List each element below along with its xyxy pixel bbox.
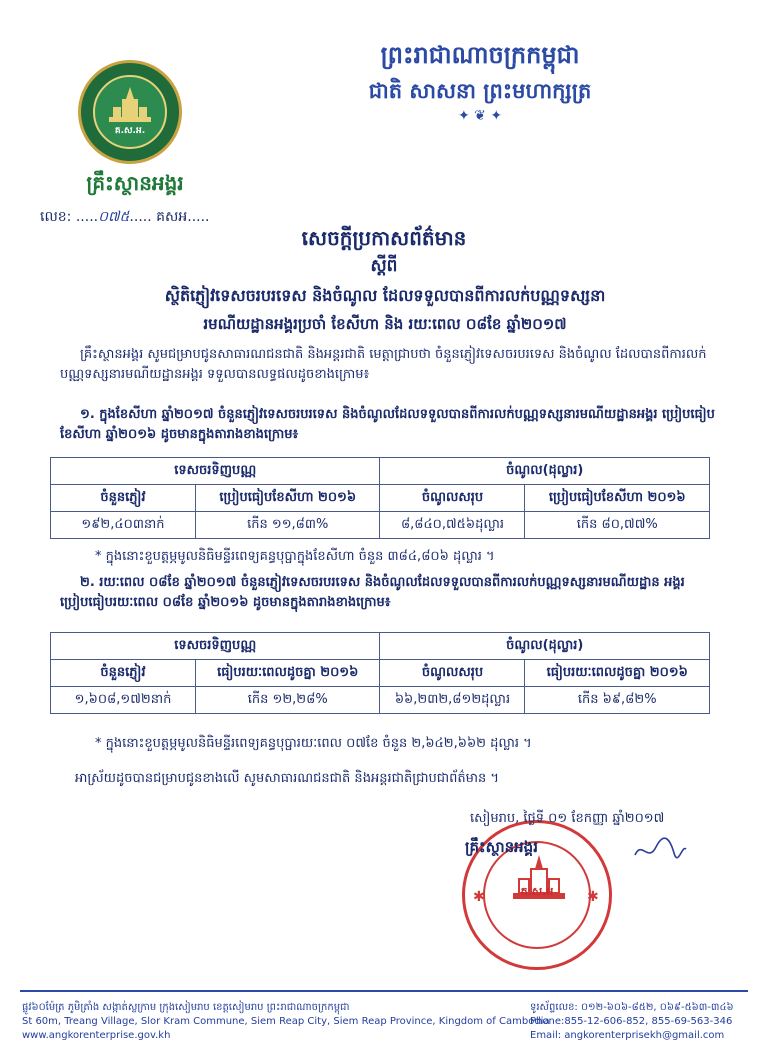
table1-revenue-change: កើន ៨០,៧៧% <box>525 512 710 539</box>
seal-center-text: គ.ស.អ <box>520 885 554 898</box>
table2-col-revenue: ចំណូលសរុប <box>380 660 525 687</box>
footer-phone-km: ទូរស័ព្ទលេខ: ០១២-៦០៦-៨៥២, ០៦៩-៥៦៣-៣៤៦ <box>530 1002 734 1013</box>
table2-revenue-value: ៦៦,២៣២,៨១២ដុល្លារ <box>380 687 525 714</box>
signature-icon <box>630 835 690 865</box>
seal-star-icon: ✱ <box>587 889 599 905</box>
table1-visitors-change: កើន ១១,៨៣% <box>195 512 380 539</box>
table-row <box>51 512 710 539</box>
table2-col-visitors-compare: ធៀបរយៈពេលដូចគ្នា ២០១៦ <box>195 660 380 687</box>
footer-email: Email: angkorenterprisekh@gmail.com <box>530 1030 725 1041</box>
ref-prefix: លេខ: <box>40 209 72 225</box>
table2-visitors-change: កើន ១២,២៨% <box>195 687 380 714</box>
ref-number: ០៧៥ <box>98 209 130 225</box>
section-2-text: ២. រយៈពេល ០៨ខែ ឆ្នាំ២០១៧ ចំនួនភ្ញៀវទេសចរបរទេស និងចំណូលដែលទទួលបានពីការលក់បណ្ណទស្សនារមណីយដ្ឋាន អង្គរ ប្រៀបធៀបរយៈពេល ០៨ខែ ឆ្នាំ២០១៦ ដូចមានក្នុងតារាងខាងក្រោម៖ <box>60 575 685 610</box>
logo-abbreviation: គ.ស.អ. <box>114 126 146 136</box>
date-line: សៀមរាប, ថ្ងៃទី ០១ ខែកញ្ញា ឆ្នាំ២០១៧ <box>470 811 665 826</box>
subject-line-1: ស្ថិតិភ្ញៀវទេសចរបរទេស និងចំណូល ដែលទទួលបានពីការលក់បណ្ណទស្សនា <box>164 286 606 305</box>
organization-logo <box>78 60 182 164</box>
footer-address-km: ផ្លូវ៦០ម៉ែត្រ ភូមិត្រាំង សង្កាត់ស្លក្រាម ក្រុងសៀមរាប ខេត្តសៀមរាប ព្រះរាជាណាចក្រកម្ពុជា <box>22 1002 350 1013</box>
note-2: * ក្នុងនោះខួបត្តម្ភមូលនិធិមន្ទីរពេទ្យគន្ធបុប្ផារយៈពេល ០៧ខែ ចំនួន ២,៦៤២,៦៦២ ដុល្លារ ។ <box>95 736 532 751</box>
table2-group-revenue: ចំណូល(ដុល្លារ) <box>380 633 710 660</box>
note-1: * ក្នុងនោះខួបត្តម្ភមូលនិធិមន្ទីរពេទ្យគន្ធបុប្ផាក្នុងខែសីហា ចំនួន ៣៨៤,៨០៦ ដុល្លារ ។ <box>95 549 495 564</box>
table1-group-revenue: ចំណូល(ដុល្លារ) <box>380 458 710 485</box>
table1-col-visitors: ចំនួនភ្ញៀវ <box>51 485 196 512</box>
table2-col-visitors: ចំនួនភ្ញៀវ <box>51 660 196 687</box>
document-title: សេចក្តីប្រកាសព័ត៌មាន <box>301 226 467 250</box>
table1-visitors-value: ១៩២,៤០៣នាក់ <box>51 512 196 539</box>
ref-suffix: គសអ..... <box>156 209 210 225</box>
reference-number: លេខ: .....០៧៥..... គសអ..... <box>40 209 210 225</box>
table1-col-visitors-compare: ប្រៀបធៀបខែសីហា ២០១៦ <box>195 485 380 512</box>
table2-revenue-change: កើន ៦៩,៨២% <box>525 687 710 714</box>
table1-revenue-value: ៨,៨៤០,៧៥៦ដុល្លារ <box>380 512 525 539</box>
intro-paragraph: គ្រឹះស្ថានអង្គរ សូមជម្រាបជូនសាធារណជនជាតិ និងអន្តរជាតិ មេត្តាជ្រាបថា ចំនួនភ្ញៀវទេសចរបរទេស និងចំណូល ដែលបានពីការលក់បណ្ណទស្សនារមណីយដ្ឋានអង្គរ ទទួលបានលទ្ធផលដូចខាងក្រោម៖ <box>60 347 707 382</box>
document-about: ស្តីពី <box>370 256 398 276</box>
motto-ornament: ✦ ❦ ✦ <box>457 108 503 124</box>
table2-visitors-value: ១,៦០៨,១៧២នាក់ <box>51 687 196 714</box>
logo-emblem <box>93 75 167 149</box>
organization-name: គ្រឹះស្ថានអង្គរ <box>86 171 184 195</box>
footer-address-en: St 60m, Treang Village, Slor Kram Commune, Siem Reap City, Siem Reap Province, Kingdom of Cambodia <box>22 1016 550 1027</box>
section-1-text: ១. ក្នុងខែសីហា ឆ្នាំ២០១៧ ចំនួនភ្ញៀវទេសចរបរទេស និងចំណូលដែលទទួលបានពីការលក់បណ្ណទស្សនារមណីយដ្ឋានអង្គរ ប្រៀបធៀប ខែសីហា ឆ្នាំ២០១៦ ដូចមានក្នុងតារាងខាងក្រោម៖ <box>60 407 715 442</box>
footer-phone-en: Phone:855-12-606-852, 855-69-563-346 <box>530 1016 733 1027</box>
national-motto: ជាតិ សាសនា ព្រះមហាក្សត្រ <box>368 79 592 103</box>
seal-star-icon: ✱ <box>473 889 485 905</box>
closing-statement: អាស្រ័យដូចបានជម្រាបជូនខាងលើ សូមសាធារណជនជាតិ និងអន្តរជាតិជ្រាបជាព័ត៌មាន ។ <box>75 771 499 786</box>
table-august <box>50 457 710 539</box>
table1-col-revenue: ចំណូលសរុប <box>380 485 525 512</box>
kingdom-heading: ព្រះរាជាណាចក្រកម្ពុជា <box>380 41 580 69</box>
table2-col-revenue-compare: ធៀបរយៈពេលដូចគ្នា ២០១៦ <box>525 660 710 687</box>
subject-line-2: រមណីយដ្ឋានអង្គរប្រចាំ ខែសីហា និង រយៈពេល ០៨ខែ ឆ្នាំ២០១៧ <box>203 315 567 333</box>
table-eight-months <box>50 632 710 714</box>
table1-group-visitors: ទេសចរទិញបណ្ណ <box>51 458 380 485</box>
table-row <box>51 687 710 714</box>
footer-website: www.angkorenterprise.gov.kh <box>22 1030 171 1041</box>
table2-group-visitors: ទេសចរទិញបណ្ណ <box>51 633 380 660</box>
footer-divider <box>20 990 748 992</box>
table1-col-revenue-compare: ប្រៀបធៀបខែសីហា ២០១៦ <box>525 485 710 512</box>
signatory-organization: គ្រឹះស្ថានអង្គរ <box>465 838 538 856</box>
